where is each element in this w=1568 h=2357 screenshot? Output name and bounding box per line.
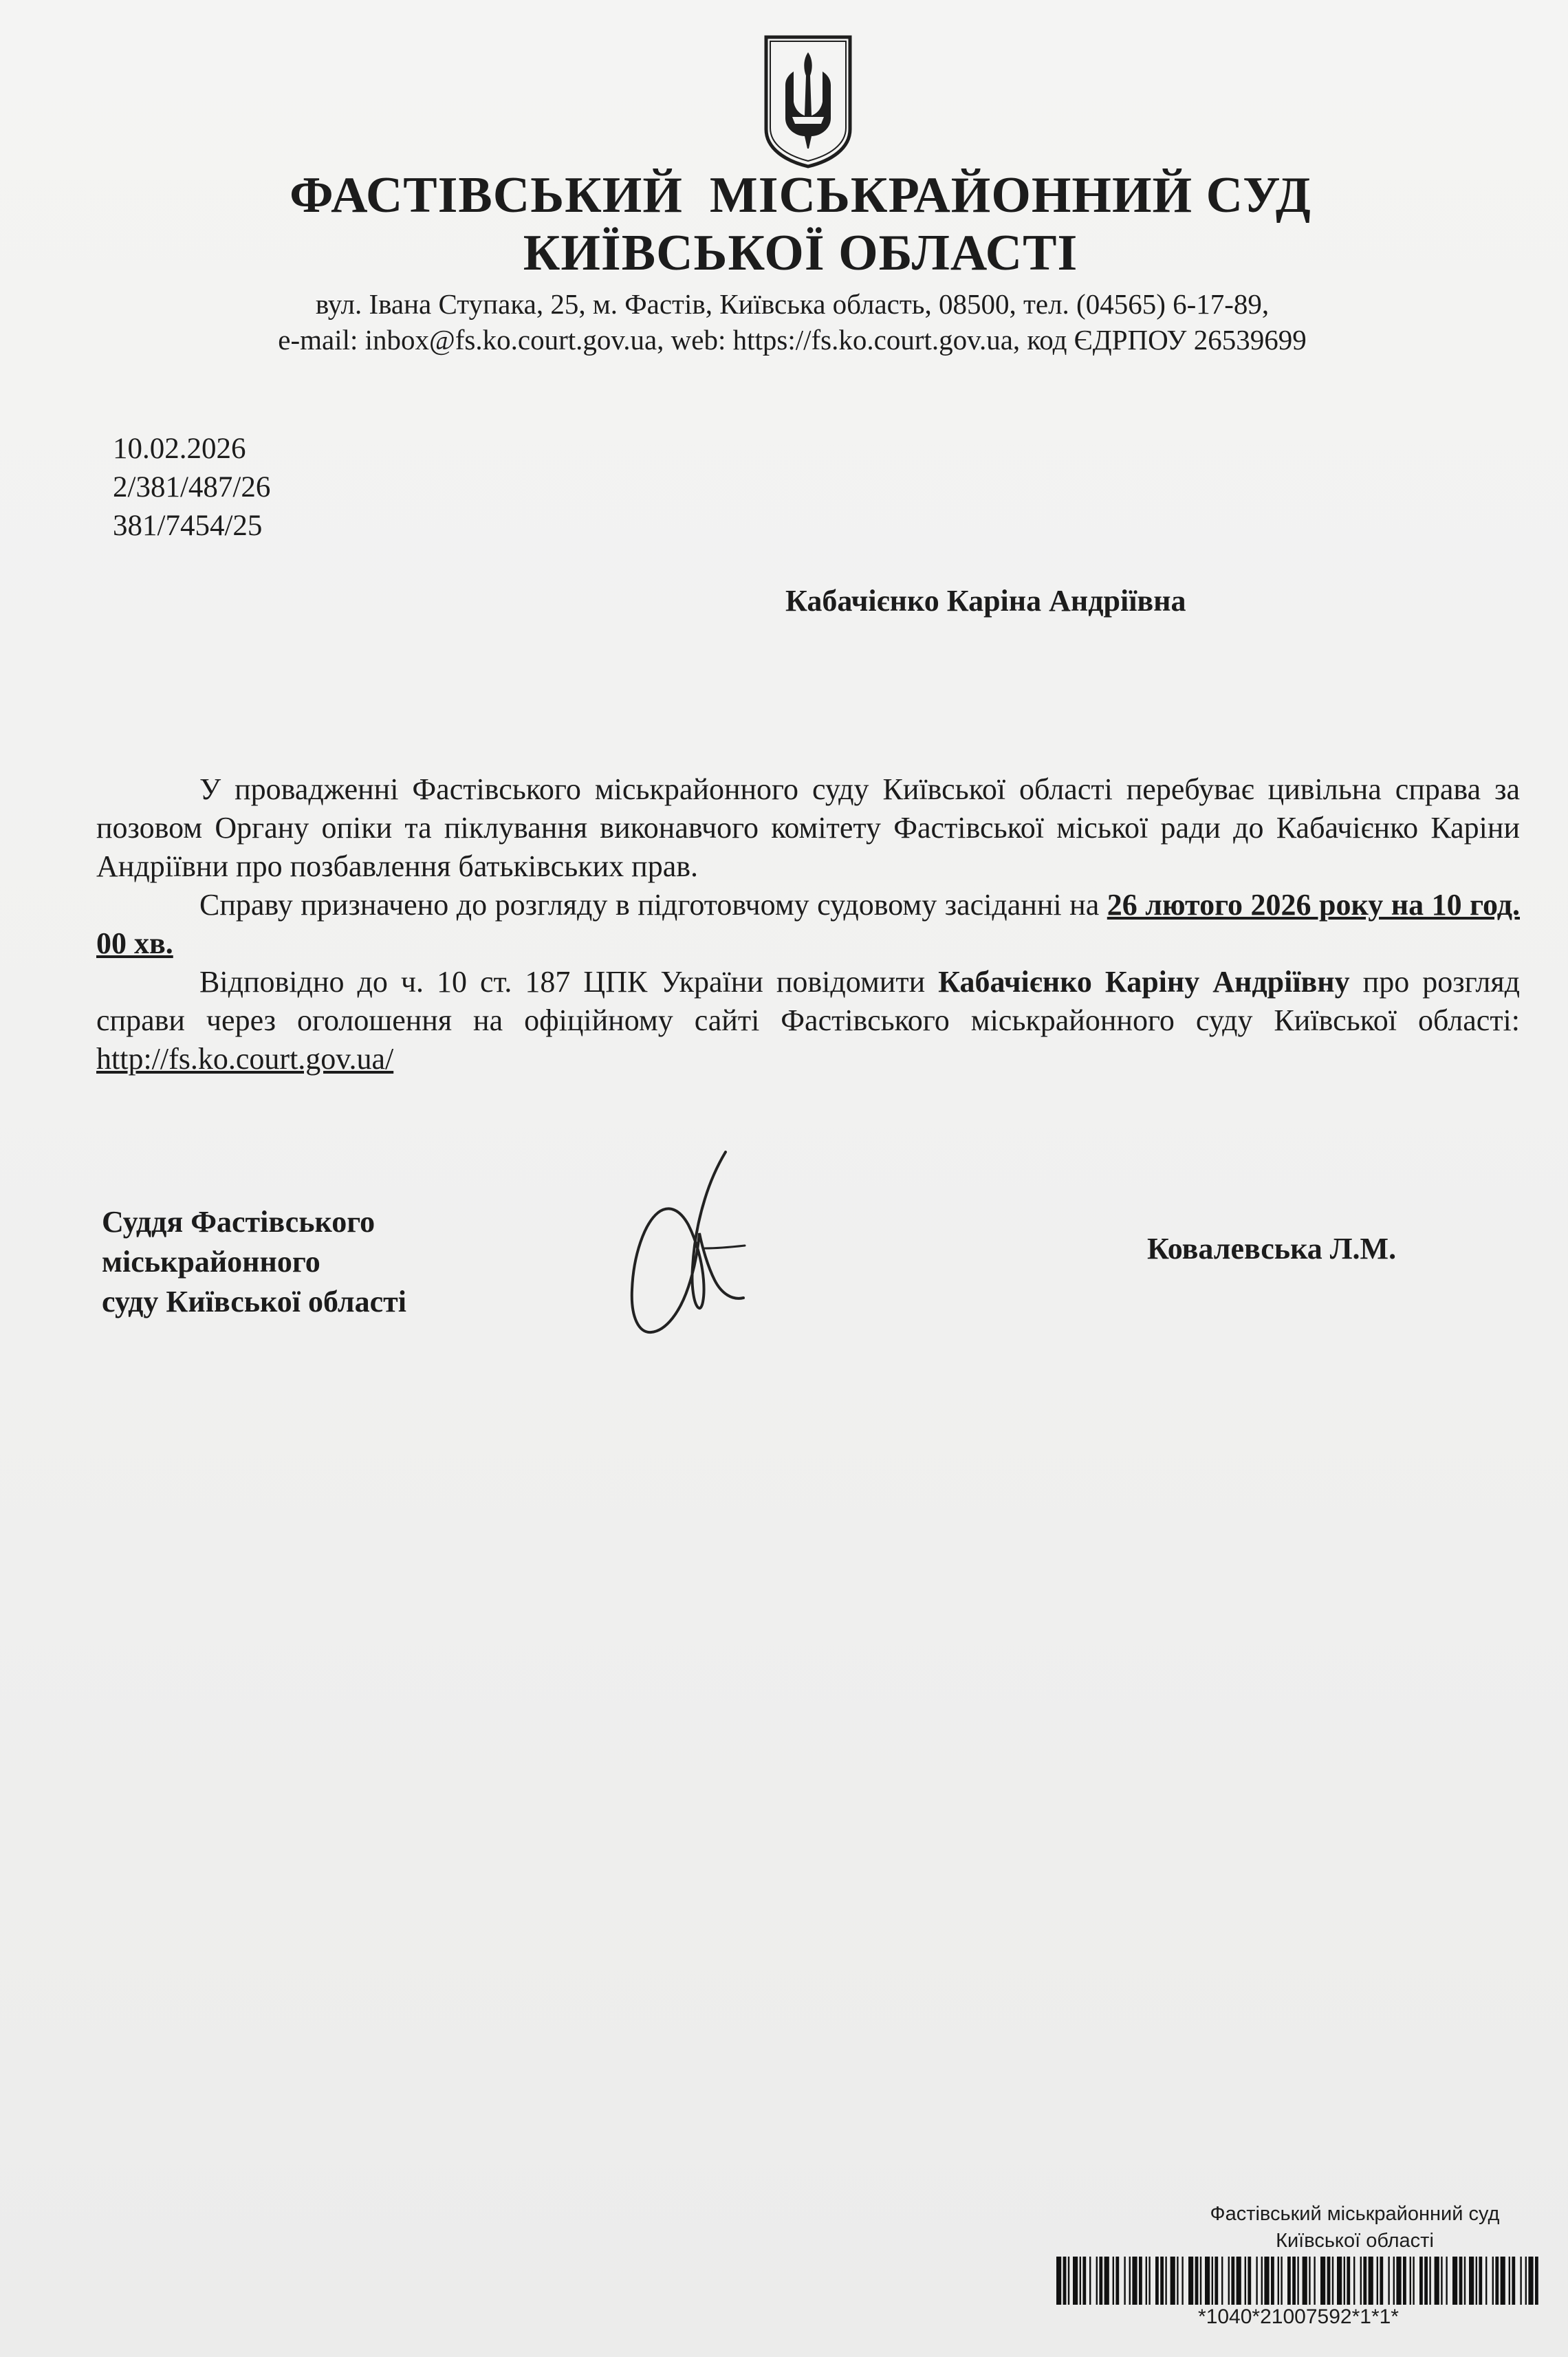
stamp-line1: Фастівський міськрайонний суд (1210, 2203, 1500, 2225)
judge-title-line3: суду Київської області (102, 1285, 406, 1318)
paragraph-hearing-date (96, 886, 1520, 963)
judge-title-line1: Суддя Фастівського (102, 1205, 375, 1239)
court-website-link[interactable]: http://fs.ko.court.gov.ua/ (96, 1042, 394, 1076)
document-date: 10.02.2026 (113, 433, 246, 465)
recipient-name: Кабачієнко Каріна Андріївна (785, 584, 1186, 618)
stamp-line2: Київської області (1276, 2230, 1434, 2252)
court-contacts: e-mail: inbox@fs.ko.court.gov.ua, web: https://fs.ko.court.gov.ua, код ЄДРПОУ 26539699 (278, 324, 1307, 356)
defendant-name: Кабачієнко Каріну Андріївну (938, 965, 1350, 999)
coat-of-arms-icon (762, 33, 854, 169)
paragraph-2-text: Справу призначено до розгляду в підготовчому судовому засіданні на (199, 888, 1107, 922)
court-address: вул. Івана Ступака, 25, м. Фастів, Київська область, 08500, тел. (04565) 6-17-89, (315, 288, 1270, 320)
hearing-date: 26 лютого 2026 року на 10 год. 00 хв. (96, 888, 1520, 960)
paragraph-notice (96, 963, 1520, 1078)
court-name-line2: КИЇВСЬКОЇ ОБЛАСТІ (523, 225, 1078, 281)
paragraph-3-text-b: про розгляд справи через оголошення на офіційному сайті Фастівського міськрайонного суду Київської області: (96, 965, 1521, 1037)
judge-title (102, 1202, 406, 1322)
court-name-line1: ФАСТІВСЬКИЙ МІСЬКРАЙОННИЙ СУД (290, 167, 1311, 224)
handwritten-signature-icon (622, 1145, 760, 1351)
barcode-icon (1056, 2257, 1540, 2305)
paragraph-case-info (96, 770, 1520, 886)
paragraph-3-text-a: Відповідно до ч. 10 ст. 187 ЦПК України повідомити (199, 965, 939, 999)
judge-title-line2: міськрайонного (102, 1245, 320, 1279)
barcode-number: *1040*21007592*1*1* (1198, 2305, 1399, 2328)
paragraph-1-text: У провадженні Фастівського міськрайонного суду Київської області перебуває цивільна справа за позовом Органу опіки та піклування виконавчого комітету Фастівської міської ради до Кабачієнко Каріни Андріївни про позбавлення батьківських прав. (96, 772, 1520, 883)
judge-name: Ковалевська Л.М. (1147, 1232, 1397, 1266)
registration-number: 381/7454/25 (113, 510, 263, 542)
case-number: 2/381/487/26 (113, 471, 271, 503)
